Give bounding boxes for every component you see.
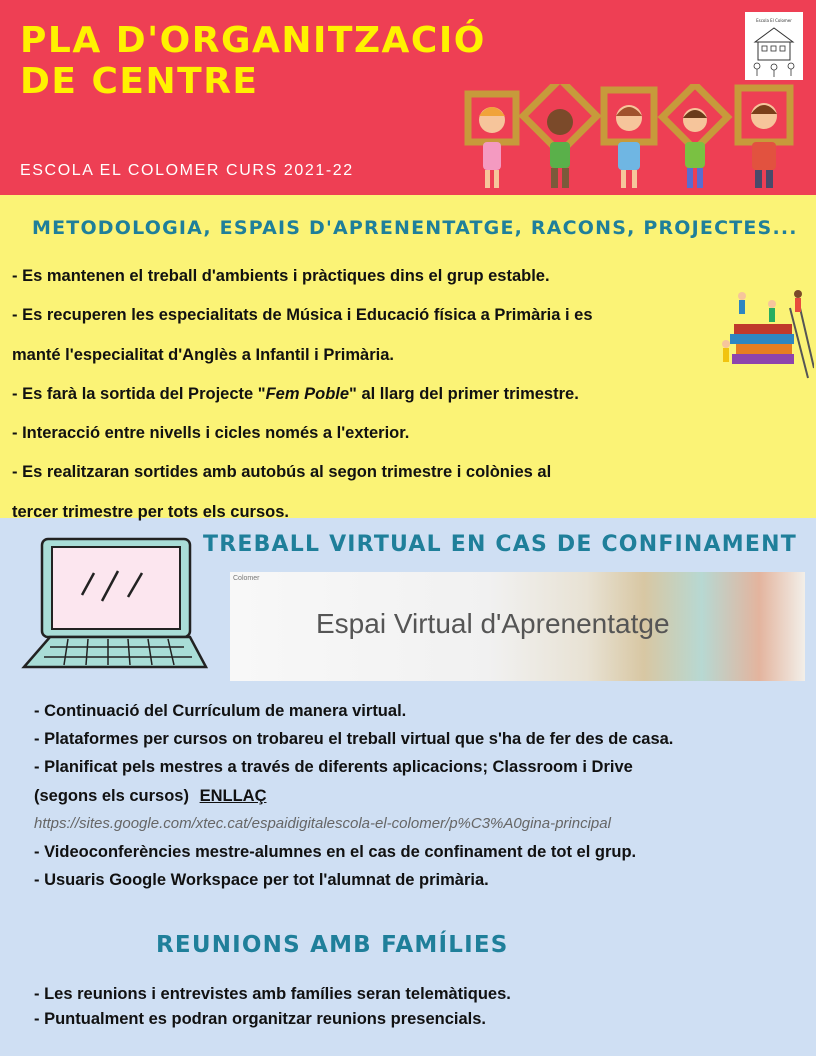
list-item: - Es mantenen el treball d'ambients i pràctiques dins el grup estable. <box>12 267 550 285</box>
books-ladder-illustration <box>720 288 814 380</box>
methodology-list <box>12 257 732 532</box>
methodology-section <box>0 195 816 521</box>
cursos-text: (segons els cursos) <box>34 786 189 805</box>
page-title <box>20 20 486 102</box>
url-link[interactable]: https://sites.google.com/xtec.cat/espaidigitalescola-el-colomer/p%C3%A0gina-principal <box>34 814 611 832</box>
child-figure <box>468 94 516 188</box>
child-figure <box>523 84 597 188</box>
child-figure <box>662 84 727 188</box>
list-item: - Puntualment es podran organitzar reunions presencials. <box>34 1010 487 1028</box>
list-item: - Usuaris Google Workspace per tot l'alumnat de primària. <box>34 871 489 890</box>
list-item: - Videoconferències mestre-alumnes en el cas de confinament de tot el grup. <box>34 843 637 862</box>
title-line-2: DE CENTRE <box>20 61 259 102</box>
children-frames-illustration <box>462 84 798 194</box>
sortida-suffix: " al llarg del primer trimestre. <box>349 384 579 403</box>
banner-site-name: Colomer <box>233 575 260 582</box>
enllac-link[interactable]: ENLLAÇ <box>199 786 267 805</box>
virtual-work-heading: TREBALL VIRTUAL EN CAS DE CONFINAMENT <box>203 532 797 557</box>
family-meetings-list <box>34 982 511 1032</box>
list-item <box>34 782 804 810</box>
list-item: - Plataformes per cursos on trobareu el treball virtual que s'ha de fer des de casa. <box>34 730 674 749</box>
family-meetings-heading: REUNIONS AMB FAMÍLIES <box>156 932 509 958</box>
list-item <box>12 375 732 414</box>
header-banner <box>0 0 816 195</box>
child-figure <box>604 90 654 188</box>
list-item: - Es recuperen les especialitats de Música i Educació física a Primària i es <box>12 306 593 325</box>
child-figure <box>738 88 790 188</box>
list-item: tercer trimestre per tots els cursos. <box>12 502 289 521</box>
virtual-space-banner[interactable] <box>230 572 805 681</box>
sortida-prefix: - Es farà la sortida del Projecte " <box>12 384 266 403</box>
banner-title: Espai Virtual d'Aprenentatge <box>316 608 670 639</box>
school-subtitle: ESCOLA EL COLOMER CURS 2021-22 <box>20 162 354 179</box>
laptop-icon <box>20 535 210 675</box>
title-line-1: PLA D'ORGANITZACIÓ <box>20 20 486 61</box>
list-item: - Planificat pels mestres a través de diferents aplicacions; Classroom i Drive <box>34 758 633 777</box>
list-item: manté l'especialitat d'Anglès a Infantil i Primària. <box>12 345 394 364</box>
virtual-work-list <box>34 697 804 894</box>
school-logo <box>745 12 803 80</box>
methodology-heading: METODOLOGIA, ESPAIS D'APRENENTATGE, RACONS, PROJECTES... <box>32 217 798 239</box>
list-item: - Les reunions i entrevistes amb famílies seran telemàtiques. <box>34 985 511 1003</box>
project-name: Fem Poble <box>265 384 350 403</box>
logo-text: Escola El Colomer <box>756 18 792 23</box>
list-item: - Interacció entre nivells i cicles només a l'exterior. <box>12 424 410 443</box>
list-item: - Es realitzaran sortides amb autobús al segon trimestre i colònies al <box>12 463 552 482</box>
list-item: - Continuació del Currículum de manera virtual. <box>34 702 407 720</box>
